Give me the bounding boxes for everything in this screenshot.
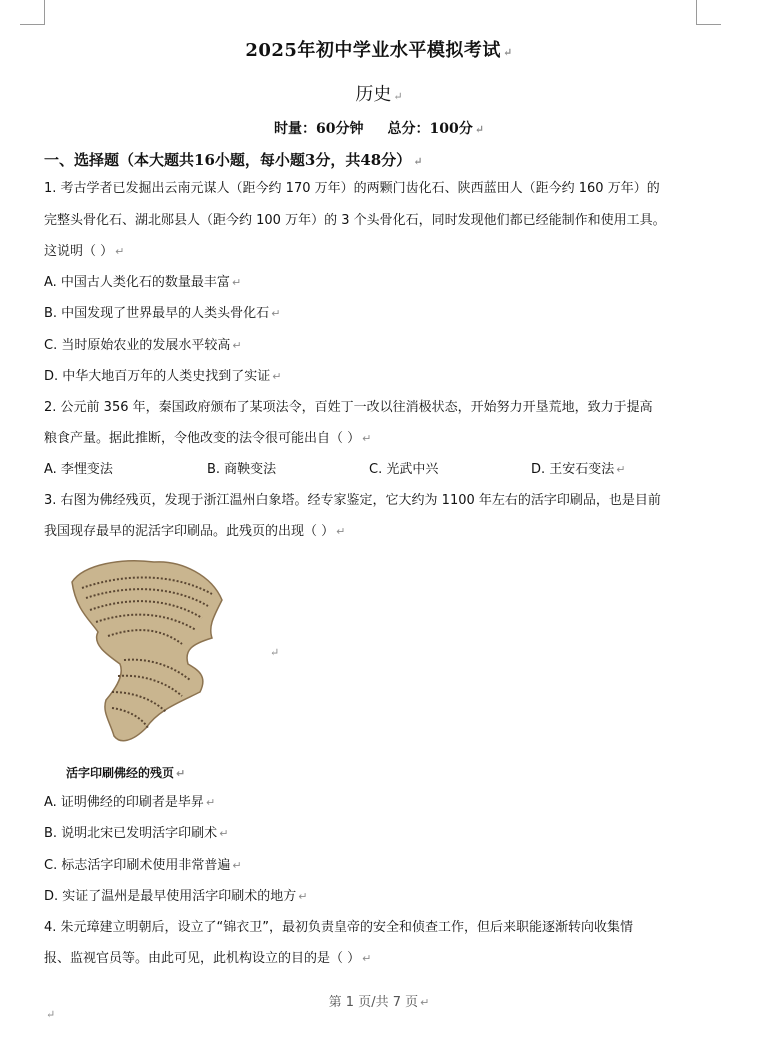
q3-option-b: B. 说明北宋已发明活字印刷术 ↵ [44,826,229,841]
q2-stem-line1: 2. 公元前 356 年，秦国政府颁布了某项法令，百姓丁一改以往消极状态，开始努力开垦荒地，致力于提高 [44,400,653,415]
q1-option-c: C. 当时原始农业的发展水平较高 ↵ [44,338,242,353]
q4-stem-line2: 报、监视官员等。由此可见，此机构设立的目的是（ ） ↵ [44,951,372,966]
q4-stem-line1: 4. 朱元璋建立明朝后，设立了“锦衣卫”，最初负责皇帝的安全和侦查工作，但后来职能逐渐转向收集情 [44,920,634,935]
q1-stem-line2: 完整头骨化石、湖北郧县人（距今约 100 万年）的 3 个头骨化石，同时发现他们都已经能制作和使用工具。 [44,213,666,228]
q3-stem-line1: 3. 右图为佛经残页，发现于浙江温州白象塔。经专家鉴定，它大约为 1100 年左右的活字印刷品，也是目前 [44,493,661,508]
q1-stem-line3: 这说明（ ） ↵ [44,244,125,259]
q1-stem-line1: 1. 考古学者已发掘出云南元谋人（距今约 170 万年）的两颗门齿化石、陕西蓝田人（距今约 160 万年）的 [44,181,660,196]
exam-meta: 时量：60分钟 总分：100分 ↵ [274,121,484,137]
exam-title: 2025年初中学业水平模拟考试 ↵ [245,40,513,61]
q3-option-c: C. 标志活字印刷术使用非常普遍 ↵ [44,858,242,873]
figure-caption: 活字印刷佛经的残页 ↵ [66,766,186,780]
q1-option-b: B. 中国发现了世界最早的人类头骨化石 ↵ [44,306,281,321]
q2-option-d: D. 王安石变法 ↵ [531,462,626,477]
q3-option-d: D. 实证了温州是最早使用活字印刷术的地方 ↵ [44,889,308,904]
page-footer: 第 1 页/共 7 页 ↵ [328,995,430,1010]
q2-stem-line2: 粮食产量。据此推断，令他改变的法令很可能出自（ ） ↵ [44,431,372,446]
exam-subject: 历史 ↵ [355,84,403,105]
end-paragraph-mark: ↵ [46,1008,56,1021]
exam-score: 总分：100分 [387,121,473,137]
q2-option-c: C. 光武中兴 [369,462,439,477]
sutra-fragment-image [62,552,228,748]
exam-time: 时量：60分钟 [274,121,364,137]
q3-stem-line2: 我国现存最早的泥活字印刷品。此残页的出现（ ） ↵ [44,524,346,539]
section-heading: 一、选择题（本大题共16小题，每小题3分，共48分） ↵ [44,151,423,169]
figure-paragraph-mark: ↵ [270,646,280,659]
q2-option-a: A. 李悝变法 [44,462,113,477]
q1-option-a: A. 中国古人类化石的数量最丰富 ↵ [44,275,242,290]
crop-mark-top-left [20,0,45,25]
q3-option-a: A. 证明佛经的印刷者是毕昇 ↵ [44,795,216,810]
crop-mark-top-right [696,0,721,25]
q2-option-b: B. 商鞅变法 [207,462,277,477]
q1-option-d: D. 中华大地百万年的人类史找到了实证 ↵ [44,369,282,384]
